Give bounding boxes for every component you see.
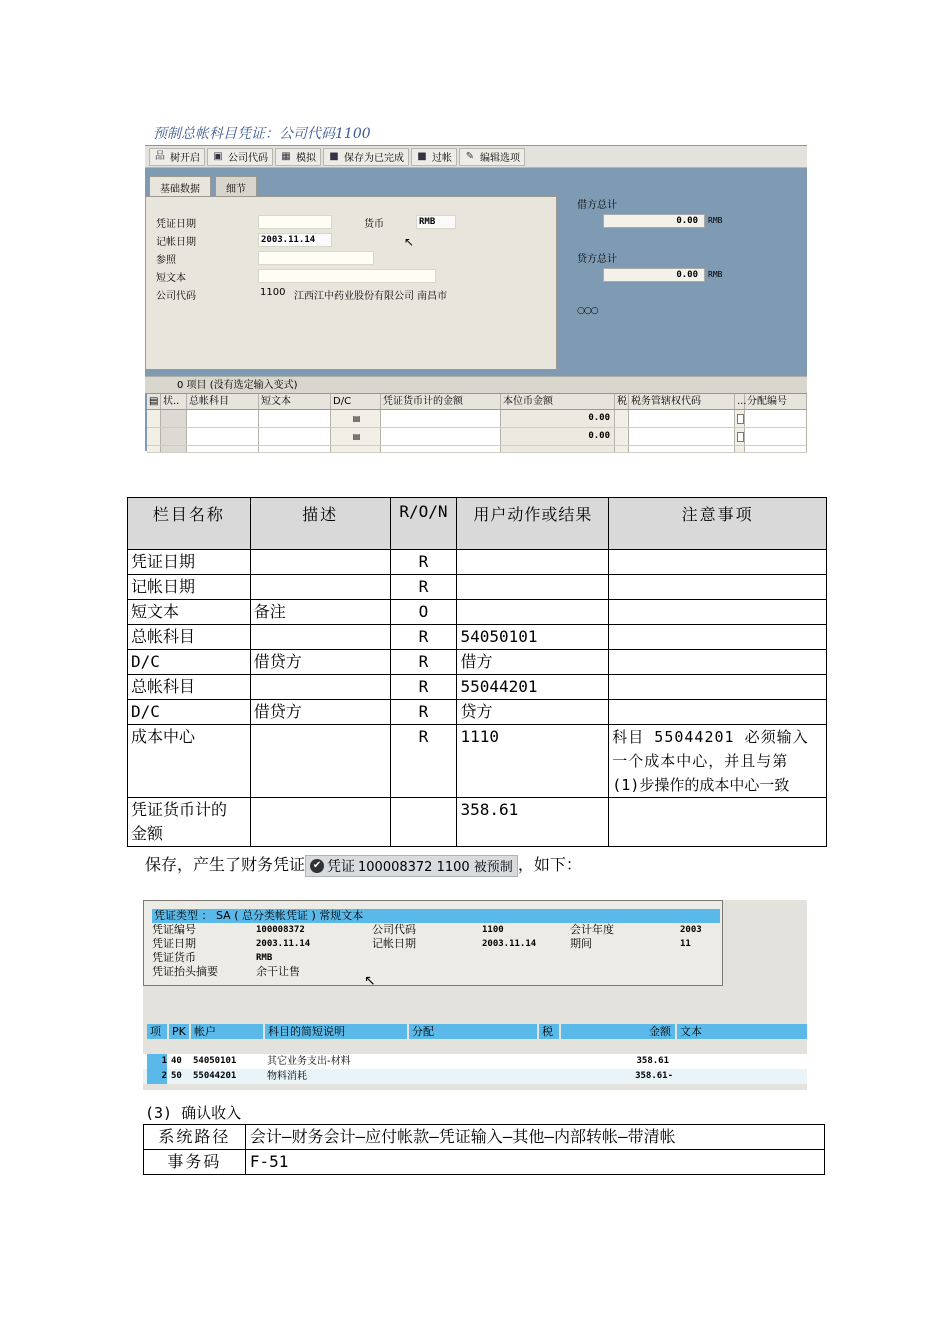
simulate-icon: ▦ bbox=[281, 151, 291, 162]
company-code-button[interactable]: ▣ 公司代码 bbox=[207, 148, 273, 166]
assignment-cell[interactable] bbox=[745, 410, 807, 427]
col-amount: 金额 bbox=[561, 1024, 675, 1039]
col-gl-account: 总帐科目 bbox=[187, 394, 259, 409]
col-short-desc: 科目的简短说明 bbox=[265, 1024, 407, 1039]
col-item: 项 bbox=[147, 1024, 167, 1039]
fiscal-year-value: 2003 bbox=[680, 925, 702, 935]
company-code-value: 1100 bbox=[260, 287, 286, 298]
cost-center-note: 科目 55044201 必须输入 一个成本中心，并且与第 (1)步操作的成本中心一致 bbox=[609, 725, 827, 798]
header-text-value: 余干让售 bbox=[256, 965, 300, 978]
credit-total-field: 0.00 bbox=[603, 268, 705, 282]
table-row[interactable]: 1 40 54050101 其它业务支出-材料 358.61 bbox=[143, 1054, 807, 1069]
row-select-button[interactable] bbox=[161, 410, 187, 427]
row-checkbox[interactable] bbox=[737, 432, 744, 442]
dc-dropdown[interactable] bbox=[331, 410, 381, 427]
col-short-text: 短文本 bbox=[259, 394, 331, 409]
document-header-box: 凭证类型 ： SA ( 总分类帐凭证 ) 常规文本 凭证编号 100008372 公司代码 1100 会计年度 2003 凭证日期 2003.11.14 记帐日期 2003.11.14 期间 11 凭证货币 RMB 凭证抬头摘要 余干让售 ↖ bbox=[143, 900, 723, 986]
save-complete-button[interactable]: ■ 保存为已完成 bbox=[323, 148, 409, 166]
gl-account-cell[interactable] bbox=[187, 410, 259, 427]
tree-on-button[interactable]: 品 树开启 bbox=[149, 148, 205, 166]
col-account: 帐户 bbox=[191, 1024, 263, 1039]
grid-row bbox=[147, 428, 807, 446]
local-amount-cell: 0.00 bbox=[501, 428, 615, 445]
table-header-row bbox=[128, 498, 827, 550]
success-check-icon: ✔ bbox=[310, 859, 324, 873]
save-result-line: 保存，产生了财务凭证 ✔ 凭证 100008372 1100 被预制 ，如下： bbox=[145, 855, 582, 875]
post-date-label: 记帐日期 bbox=[156, 237, 196, 248]
field-description-table bbox=[127, 497, 827, 847]
line-items-grid bbox=[147, 394, 807, 453]
col-doc-amount: 凭证货币计的金额 bbox=[381, 394, 501, 409]
table-row: D/C 借贷方 R 借方 bbox=[128, 650, 827, 675]
credit-unit: RMB bbox=[708, 270, 723, 279]
col-extra: ... bbox=[737, 396, 747, 407]
tab-basic-data[interactable]: 基础数据 bbox=[149, 176, 211, 196]
grid-row-partial bbox=[147, 446, 807, 453]
items-status-bar: 0 项目 (没有选定输入变式) bbox=[145, 376, 807, 393]
doc-amount-cell[interactable] bbox=[381, 410, 501, 427]
row-select-button[interactable] bbox=[161, 428, 187, 445]
navigation-table bbox=[143, 1124, 825, 1175]
assignment-cell[interactable] bbox=[745, 428, 807, 445]
table-row: 短文本 备注 O bbox=[128, 600, 827, 625]
simulate-button[interactable]: ▦ 模拟 bbox=[275, 148, 321, 166]
tab-details[interactable]: 细节 bbox=[215, 176, 257, 196]
credit-total-label: 贷方总计 bbox=[577, 254, 617, 265]
header-notes: 注意事项 bbox=[609, 498, 827, 550]
table-row: 记帐日期 R bbox=[128, 575, 827, 600]
grid-header-row bbox=[147, 394, 807, 410]
currency-value: RMB bbox=[256, 953, 273, 963]
company-name-value: 江西江中药业股份有限公司 南昌市 bbox=[294, 291, 448, 302]
short-text-cell[interactable] bbox=[259, 428, 331, 445]
doc-amount-cell[interactable] bbox=[381, 428, 501, 445]
table-row: 凭证日期 R bbox=[128, 550, 827, 575]
table-row: 总帐科目 R 55044201 bbox=[128, 675, 827, 700]
save-icon: ■ bbox=[329, 151, 339, 162]
local-amount-cell: 0.00 bbox=[501, 410, 615, 427]
short-text-input[interactable] bbox=[258, 269, 436, 283]
debit-unit: RMB bbox=[708, 216, 723, 225]
dc-dropdown[interactable] bbox=[331, 428, 381, 445]
dropdown-icon: ▤ bbox=[352, 432, 361, 441]
col-text: 文本 bbox=[677, 1024, 807, 1039]
col-tax: 税 bbox=[539, 1024, 559, 1039]
col-assignment: 分配编号 bbox=[745, 394, 807, 409]
col-tax-jurisdiction: 税务管辖权代码 bbox=[629, 394, 735, 409]
edit-options-button[interactable]: ✎ 编辑选项 bbox=[459, 148, 525, 166]
tax-jurisdiction-cell[interactable] bbox=[629, 410, 735, 427]
tab-strip bbox=[145, 176, 257, 196]
mouse-cursor-icon: ↖ bbox=[404, 235, 415, 249]
reference-input[interactable] bbox=[258, 251, 374, 265]
post-icon: ■ bbox=[417, 151, 427, 162]
application-toolbar bbox=[145, 146, 807, 168]
header-field-name: 栏目名称 bbox=[128, 498, 251, 550]
company-code-label: 公司代码 bbox=[156, 291, 196, 302]
document-type-title: 凭证类型 ： SA ( 总分类帐凭证 ) 常规文本 bbox=[152, 909, 720, 923]
header-user-action: 用户动作或结果 bbox=[457, 498, 609, 550]
header-description: 描述 bbox=[250, 498, 390, 550]
debit-total-field: 0.00 bbox=[603, 214, 705, 228]
grid-settings-icon[interactable]: ▤ bbox=[147, 394, 161, 409]
col-pk: PK bbox=[169, 1024, 189, 1039]
short-text-label: 短文本 bbox=[156, 273, 186, 284]
company-value: 1100 bbox=[482, 925, 504, 935]
dropdown-icon: ▤ bbox=[352, 414, 361, 423]
tax-jurisdiction-cell[interactable] bbox=[629, 428, 735, 445]
post-date-value: 2003.11.14 bbox=[482, 939, 537, 949]
table-row[interactable]: 2 50 55044201 物料消耗 358.61- bbox=[143, 1069, 807, 1084]
debit-total-label: 借方总计 bbox=[577, 200, 617, 211]
doc-number-value: 100008372 bbox=[256, 925, 305, 935]
table-row: 系统路径 会计—财务会计—应付帐款—凭证输入—其他—内部转帐—带清帐 bbox=[144, 1125, 825, 1150]
col-status: 状.. bbox=[161, 394, 187, 409]
short-text-cell[interactable] bbox=[259, 410, 331, 427]
reference-label: 参照 bbox=[156, 255, 176, 266]
period-value: 11 bbox=[680, 939, 691, 949]
traffic-light-icon: ○○○ bbox=[577, 306, 598, 316]
tree-icon: 品 bbox=[155, 151, 165, 162]
row-checkbox[interactable] bbox=[737, 414, 744, 424]
table-row-cost-center: 成本中心 R 1110 科目 55044201 必须输入 一个成本中心，并且与第 (1)步操作的成本中心一致 bbox=[128, 725, 827, 798]
col-assignment: 分配 bbox=[409, 1024, 537, 1039]
currency-label: 货币 bbox=[364, 219, 384, 230]
header-ron: R/O/N bbox=[390, 498, 457, 550]
table-row: 总帐科目 R 54050101 bbox=[128, 625, 827, 650]
currency-input[interactable]: RMB bbox=[416, 215, 456, 229]
col-dc: D/C bbox=[331, 394, 381, 409]
mouse-cursor-icon: ↖ bbox=[364, 973, 376, 989]
col-local-amount: 本位币金额 bbox=[501, 394, 615, 409]
gl-account-cell[interactable] bbox=[187, 428, 259, 445]
section-heading: (3) 确认收入 bbox=[145, 1104, 242, 1122]
table-row-amount: 凭证货币计的 金额 358.61 bbox=[128, 798, 827, 847]
post-button[interactable]: ■ 过帐 bbox=[411, 148, 457, 166]
status-message: ✔ 凭证 100008372 1100 被预制 bbox=[305, 855, 518, 877]
screen-title: 预制总帐科目凭证：公司代码1100 bbox=[145, 124, 807, 145]
sap-gl-document-screen bbox=[145, 124, 807, 451]
col-tax: 税 bbox=[617, 396, 627, 407]
pencil-icon: ✎ bbox=[465, 151, 475, 162]
post-date-input[interactable]: 2003.11.14 bbox=[258, 233, 332, 247]
sap-document-display bbox=[143, 900, 807, 1090]
basic-data-panel bbox=[145, 196, 557, 370]
doc-date-input[interactable] bbox=[258, 215, 332, 229]
doc-date-label: 凭证日期 bbox=[156, 219, 196, 230]
doc-date-value: 2003.11.14 bbox=[256, 939, 311, 949]
grid-row bbox=[147, 410, 807, 428]
table-row: D/C 借贷方 R 贷方 bbox=[128, 700, 827, 725]
company-icon: ▣ bbox=[213, 151, 223, 162]
table-row: 事务码 F-51 bbox=[144, 1150, 825, 1175]
